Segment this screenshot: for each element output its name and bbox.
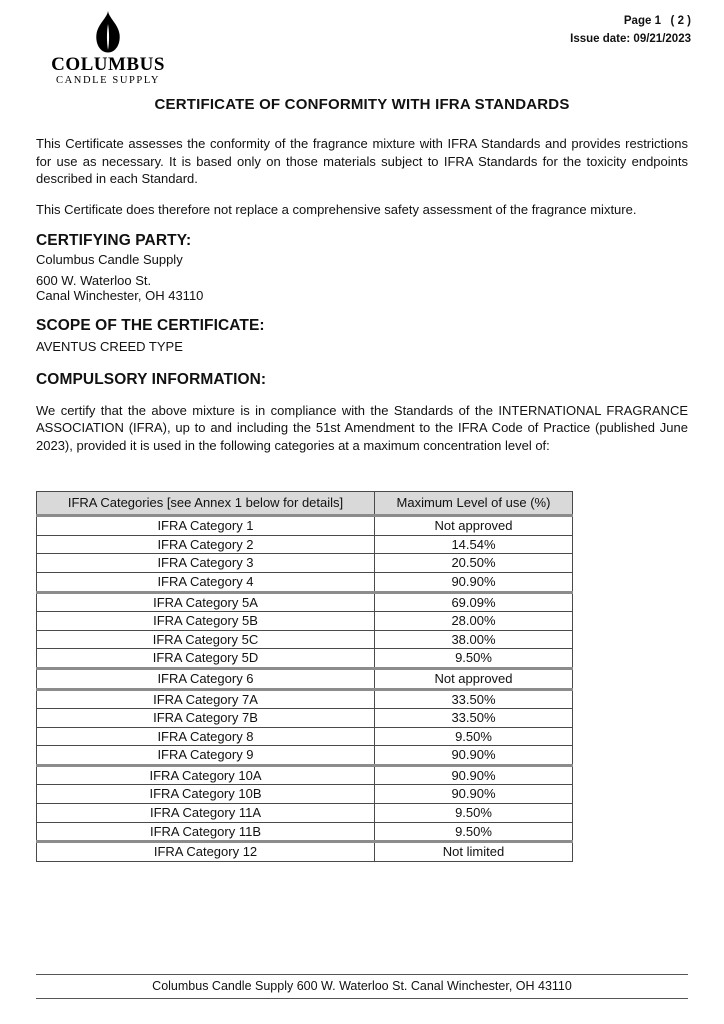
max-level-cell: 9.50% <box>375 727 573 746</box>
document-body <box>36 95 688 862</box>
scope-heading: SCOPE OF THE CERTIFICATE: <box>36 317 265 335</box>
table-row <box>37 572 573 592</box>
max-level-cell: 69.09% <box>375 592 573 612</box>
logo-wordmark: COLUMBUS <box>51 54 165 75</box>
table-row <box>37 822 573 842</box>
category-cell: IFRA Category 5B <box>37 612 375 631</box>
logo-subtitle: CANDLE SUPPLY <box>55 75 161 86</box>
category-cell: IFRA Category 1 <box>37 516 375 536</box>
intro-paragraph-1: This Certificate assesses the conformity of the fragrance mixture with IFRA Standards and provides restrictions for use as necessary. It is based only on those materials subject to IFRA Standards for the toxicity endpoints described in each Standard. <box>36 136 688 187</box>
category-cell: IFRA Category 10A <box>37 765 375 785</box>
certifying-party-heading: CERTIFYING PARTY: <box>36 232 192 250</box>
category-cell: IFRA Category 4 <box>37 572 375 592</box>
company-logo <box>46 10 170 87</box>
certifying-party-name: Columbus Candle Supply <box>36 252 183 268</box>
table-row <box>37 842 573 862</box>
category-cell: IFRA Category 8 <box>37 727 375 746</box>
category-cell: IFRA Category 11A <box>37 804 375 823</box>
max-level-cell: 33.50% <box>375 689 573 709</box>
category-cell: IFRA Category 2 <box>37 535 375 554</box>
table-row <box>37 804 573 823</box>
max-level-cell: 90.90% <box>375 785 573 804</box>
intro-paragraph-2: This Certificate does therefore not replace a comprehensive safety assessment of the fragrance mixture. <box>36 201 637 217</box>
max-level-cell: 90.90% <box>375 746 573 766</box>
max-level-cell: Not approved <box>375 516 573 536</box>
ifra-categories-table <box>36 491 573 862</box>
category-cell: IFRA Category 5A <box>37 592 375 612</box>
table-row <box>37 612 573 631</box>
max-level-cell: Not limited <box>375 842 573 862</box>
category-cell: IFRA Category 11B <box>37 822 375 842</box>
table-row <box>37 765 573 785</box>
table-row <box>37 649 573 669</box>
max-level-cell: 90.90% <box>375 572 573 592</box>
certifying-party-address-2: Canal Winchester, OH 43110 <box>36 288 204 304</box>
document-title: CERTIFICATE OF CONFORMITY WITH IFRA STANDARDS <box>154 96 570 113</box>
table-header-row <box>37 492 573 516</box>
table-row <box>37 727 573 746</box>
page-footer <box>36 974 688 999</box>
category-cell: IFRA Category 10B <box>37 785 375 804</box>
table-row <box>37 630 573 649</box>
table-row <box>37 516 573 536</box>
table-row <box>37 709 573 728</box>
categories-column-header: IFRA Categories [see Annex 1 below for details] <box>37 492 375 516</box>
category-cell: IFRA Category 5D <box>37 649 375 669</box>
max-level-cell: 90.90% <box>375 765 573 785</box>
certifying-party-address-1: 600 W. Waterloo St. <box>36 272 152 288</box>
max-level-cell: 20.50% <box>375 554 573 573</box>
footer-address: Columbus Candle Supply 600 W. Waterloo St. Canal Winchester, OH 43110 <box>152 979 572 993</box>
max-level-cell: 33.50% <box>375 709 573 728</box>
compulsory-paragraph: We certify that the above mixture is in compliance with the Standards of the INTERNATIONAL FRAGRANCE ASSOCIATION (IFRA), up to and including the 51st Amendment to the IFRA Code of Practice (published June 2023), provided it is used in the following categories at a maximum concentration level of: <box>36 402 688 453</box>
category-cell: IFRA Category 7A <box>37 689 375 709</box>
table-row <box>37 785 573 804</box>
max-level-cell: 9.50% <box>375 804 573 823</box>
table-row <box>37 535 573 554</box>
page-number: Page 1 ( 2 ) <box>623 15 691 27</box>
category-cell: IFRA Category 3 <box>37 554 375 573</box>
max-level-cell: 9.50% <box>375 649 573 669</box>
page-meta <box>570 13 691 49</box>
category-cell: IFRA Category 5C <box>37 630 375 649</box>
issue-date: Issue date: 09/21/2023 <box>570 32 691 45</box>
scope-value: AVENTUS CREED TYPE <box>36 339 183 355</box>
max-level-cell: 38.00% <box>375 630 573 649</box>
max-level-cell: Not approved <box>375 668 573 689</box>
flame-icon <box>90 10 126 54</box>
table-row <box>37 668 573 689</box>
table-row <box>37 689 573 709</box>
max-level-cell: 14.54% <box>375 535 573 554</box>
table-row <box>37 554 573 573</box>
max-level-cell: 28.00% <box>375 612 573 631</box>
compulsory-heading: COMPULSORY INFORMATION: <box>36 370 267 388</box>
category-cell: IFRA Category 12 <box>37 842 375 862</box>
category-cell: IFRA Category 6 <box>37 668 375 689</box>
category-cell: IFRA Category 9 <box>37 746 375 766</box>
table-row <box>37 746 573 766</box>
max-level-column-header: Maximum Level of use (%) <box>375 492 573 516</box>
table-row <box>37 592 573 612</box>
max-level-cell: 9.50% <box>375 822 573 842</box>
category-cell: IFRA Category 7B <box>37 709 375 728</box>
